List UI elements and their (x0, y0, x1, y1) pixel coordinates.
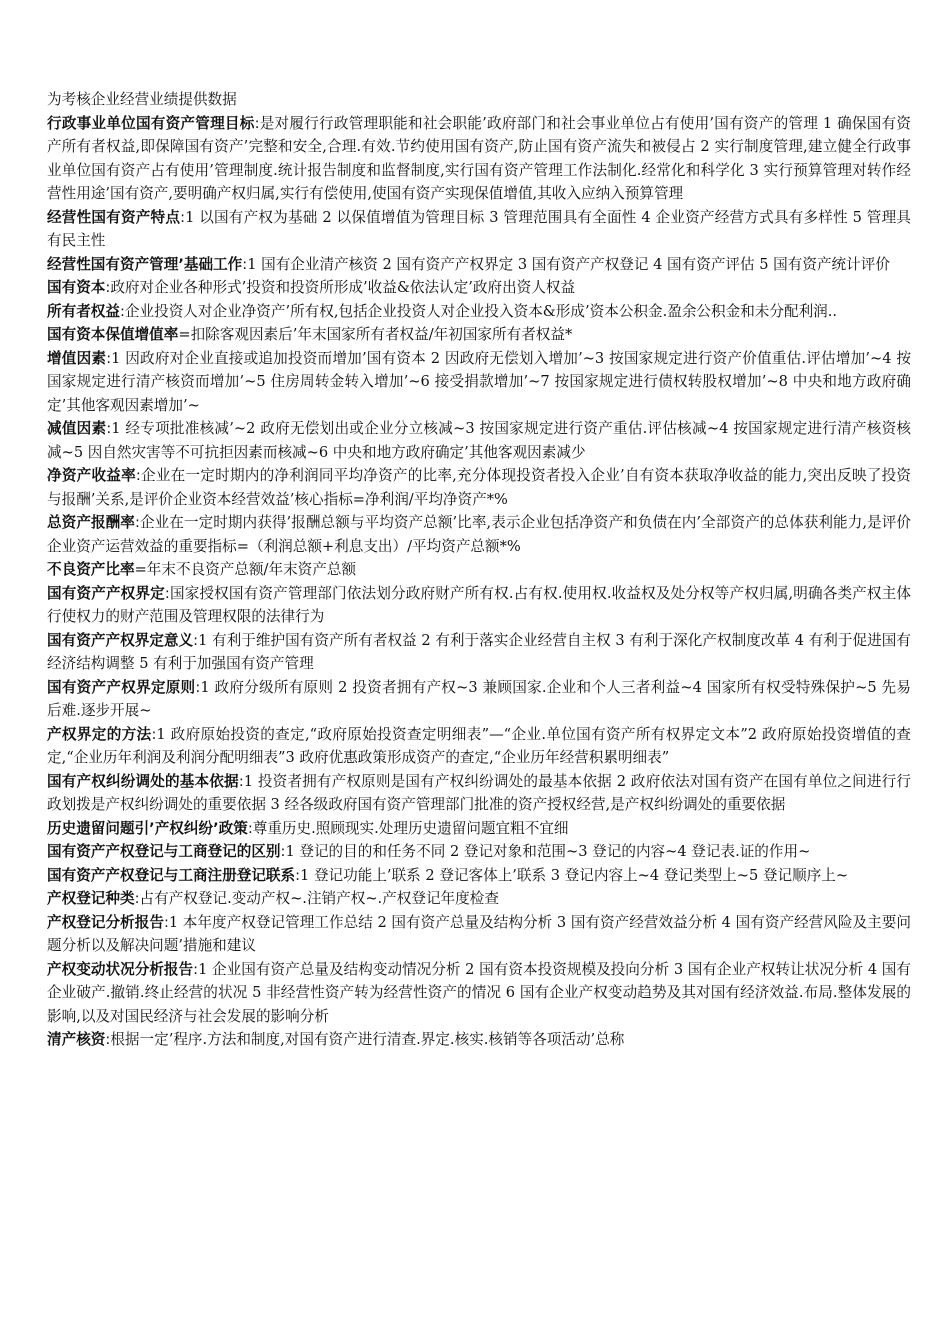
entry-definition: 1 以国有产权为基础 2 以保值增值为管理目标 3 管理范围具有全面性 4 企业资产经营方式具有多样性 5 管理具有民主性 (47, 208, 911, 249)
glossary-entry (47, 511, 911, 558)
entry-term: 历史遗留问题引’产权纠纷’政策 (47, 819, 248, 837)
entry-definition: 企业在一定时期内获得’报酬总额与平均资产总额’比率,表示企业包括净资产和负债在内’全部资产的总体获利能力,是评价企业资产运营效益的重要指标=（利润总额+利息支出）/平均资产总额*% (47, 514, 911, 555)
entry-term: 净资产收益率 (47, 467, 136, 484)
term-separator: : (163, 913, 169, 931)
glossary-entry (47, 112, 911, 206)
term-separator: : (295, 866, 301, 884)
entry-definition: 1 政府分级所有原则 2 投资者拥有产权~3 兼顾国家.企业和个人三者利益~4 国家所有权受特殊保护~5 先易后难.逐步开展~ (47, 678, 911, 719)
glossary-list (47, 112, 911, 1052)
entry-definition: 1 政府原始投资的查定,“政府原始投资查定明细表”—“企业.单位国有资产所有权界定文本”2 政府原始投资增值的查定,“企业历年利润及利润分配明细表”3 政府优惠政策形成资产的查定,“企业历年经营积累明细表” (47, 725, 911, 766)
term-separator: : (193, 960, 199, 978)
term-separator: : (134, 514, 140, 531)
entry-definition: 企业投资人对企业净资产’所有权,包括企业投资人对企业投入资本&形成’资本公积金.盈余公积金和未分配利润.. (124, 302, 838, 320)
entry-term: 国有资产产权界定原则 (47, 678, 196, 696)
entry-term: 行政事业单位国有资产管理目标 (47, 114, 255, 132)
glossary-entry (47, 300, 911, 324)
term-separator: : (193, 631, 199, 649)
term-separator: : (164, 584, 170, 602)
glossary-entry (47, 558, 911, 582)
term-separator: : (106, 349, 112, 367)
term-separator: : (105, 1031, 111, 1048)
entry-term: 产权界定的方法 (47, 725, 152, 743)
term-separator: : (238, 772, 244, 790)
glossary-entry (47, 582, 911, 629)
term-separator: : (119, 302, 125, 320)
entry-definition: 企业在一定时期内的净利润同平均净资产的比率,充分体现投资者投入企业’自有资本获取净收益的能力,突出反映了投资与报酬’关系,是评价企业资本经营效益’核心指标=净利润/平均净资产*% (47, 467, 911, 508)
glossary-entry (47, 864, 911, 888)
glossary-entry (47, 323, 911, 347)
glossary-entry (47, 676, 911, 723)
entry-definition: 1 企业国有资产总量及结构变动情况分析 2 国有资本投资规模及投向分析 3 国有企业产权转让状况分析 4 国有企业破产.撤销.终止经营的状况 5 非经营性资产转为经营性资产的情况 6 国有企业产权变动趋势及其对国有经济效益.布局.整体发展的影响,以及对国民经济与社会发展的影响分析 (47, 960, 911, 1025)
term-separator: : (254, 114, 260, 132)
term-separator: : (280, 843, 286, 860)
glossary-entry (47, 206, 911, 253)
entry-definition: 是对履行行政管理职能和社会职能’政府部门和社会事业单位占有使用’国有资产的管理 1 确保国有资产所有者权益,即保障国有资产’完整和安全,合理.有效.节约使用国有资产,防止国有资产流失和被侵占 2 实行制度管理,建立健全行政事业单位国有资产占有使用’管理制度.统计报告制度和监督制度,实行国有资产管理工作法制化.经常化和科学化 3 实行预算管理对转作经营性用途’国有资产,要明确产权归属,实行有偿使用,使国有资产实现保值增值,其收入应纳入预算管理 (47, 114, 911, 202)
entry-definition: 根据一定’程序.方法和制度,对国有资产进行清查.界定.核实.核销等各项活动’总称 (110, 1031, 625, 1048)
entry-term: 国有资本 (47, 279, 106, 296)
entry-definition: 1 本年度产权登记管理工作总结 2 国有资产总量及结构分析 3 国有资产经营效益分析 4 国有资产经营风险及主要问题分析以及解决问题’措施和建议 (47, 913, 911, 954)
term-separator: : (195, 678, 201, 696)
document-page (47, 88, 911, 1052)
entry-term: 国有产权纠纷调处的基本依据 (47, 772, 239, 790)
glossary-entry (47, 817, 911, 841)
entry-definition: 占有产权登记.变动产权~.注销产权~.产权登记年度检查 (139, 890, 499, 907)
glossary-entry (47, 723, 911, 770)
entry-definition: =扣除客观因素后’年末国家所有者权益/年初国家所有者权益* (178, 326, 573, 343)
term-separator: : (180, 208, 186, 226)
glossary-entry (47, 840, 911, 864)
entry-term: 经营性国有资产特点 (47, 208, 181, 226)
entry-definition: 国家授权国有资产管理部门依法划分政府财产所有权.占有权.使用权.收益权及处分权等产权归属,明确各类产权主体行使权力的财产范围及管理权限的法律行为 (47, 584, 911, 625)
entry-term: 增值因素 (47, 349, 107, 367)
glossary-entry (47, 417, 911, 464)
entry-definition: 1 投资者拥有产权原则是国有产权纠纷调处的最基本依据 2 政府依法对国有资产在国有单位之间进行行政划拨是产权纠纷调处的重要依据 3 经各级政府国有资产管理部门批准的资产授权经营,是产权纠纷调处的重要依据 (47, 772, 911, 813)
glossary-entry (47, 276, 911, 300)
entry-term: 产权变动状况分析报告 (47, 960, 194, 978)
entry-definition: 1 国有企业清产核资 2 国有资产产权界定 3 国有资产产权登记 4 国有资产评估 5 国有资产统计评价 (247, 255, 890, 273)
intro-line: 为考核企业经营业绩提供数据 (47, 91, 237, 108)
glossary-entry (47, 629, 911, 676)
term-separator: : (134, 890, 140, 907)
entry-term: 国有资产产权界定意义 (47, 631, 194, 649)
entry-definition: 1 因政府对企业直接或追加投资而增加’国有资本 2 因政府无偿划入增加’~3 按国家规定进行资产价值重估.评估增加’~4 按国家规定进行清产核资而增加’~5 住房周转金转入增加’~6 接受捐款增加’~7 按国家规定进行债权转股权增加’~8 中央和地方政府确定’其他客观因素增加’~ (47, 349, 911, 414)
glossary-entry (47, 887, 911, 911)
entry-term: 所有者权益 (47, 302, 120, 320)
entry-term: 总资产报酬率 (47, 514, 135, 531)
entry-term: 国有资产产权登记与工商登记的区别 (47, 843, 281, 860)
glossary-entry (47, 958, 911, 1029)
entry-term: 国有资本保值增值率 (47, 326, 179, 343)
entry-term: 国有资产产权界定 (47, 584, 165, 602)
glossary-entry (47, 464, 911, 511)
glossary-entry (47, 347, 911, 418)
entry-term: 清产核资 (47, 1031, 106, 1048)
entry-definition: 1 经专项批准核减’~2 政府无偿划出或企业分立核减~3 按国家规定进行资产重估.评估核减~4 按国家规定进行清产核资核减~5 因自然灾害等不可抗拒因素而核减~6 中央和地方政府确定’其他客观因素减少 (47, 420, 911, 461)
entry-term: 产权登记种类 (47, 890, 135, 907)
glossary-entry (47, 911, 911, 958)
entry-definition: 1 登记功能上’联系 2 登记客体上’联系 3 登记内容上~4 登记类型上~5 登记顺序上~ (300, 866, 849, 884)
glossary-entry (47, 253, 911, 277)
entry-term: 不良资产比率 (47, 561, 135, 578)
term-separator: : (106, 420, 112, 437)
term-separator: : (247, 819, 253, 837)
entry-term: 国有资产产权登记与工商注册登记联系 (47, 866, 296, 884)
entry-definition: 尊重历史.照顾现实.处理历史遗留问题宜粗不宜细 (252, 819, 569, 837)
entry-term: 减值因素 (47, 420, 107, 437)
entry-term: 产权登记分析报告 (47, 913, 164, 931)
entry-definition: 1 登记的目的和任务不同 2 登记对象和范围~3 登记的内容~4 登记表.证的作用~ (285, 843, 811, 860)
entry-definition: 1 有利于维护国有资产所有者权益 2 有利于落实企业经营自主权 3 有利于深化产权制度改革 4 有利于促进国有经济结构调整 5 有利于加强国有资产管理 (47, 631, 911, 672)
entry-definition: =年末不良资产总额/年末资产总额 (134, 561, 357, 578)
entry-term: 经营性国有资产管理’基础工作 (47, 255, 243, 273)
glossary-entry (47, 770, 911, 817)
term-separator: : (135, 467, 141, 484)
glossary-entry (47, 1028, 911, 1052)
term-separator: : (242, 255, 248, 273)
entry-definition: 政府对企业各种形式’投资和投资所形成’收益&依法认定’政府出资人权益 (110, 279, 576, 296)
term-separator: : (105, 279, 111, 296)
term-separator: : (151, 725, 157, 743)
